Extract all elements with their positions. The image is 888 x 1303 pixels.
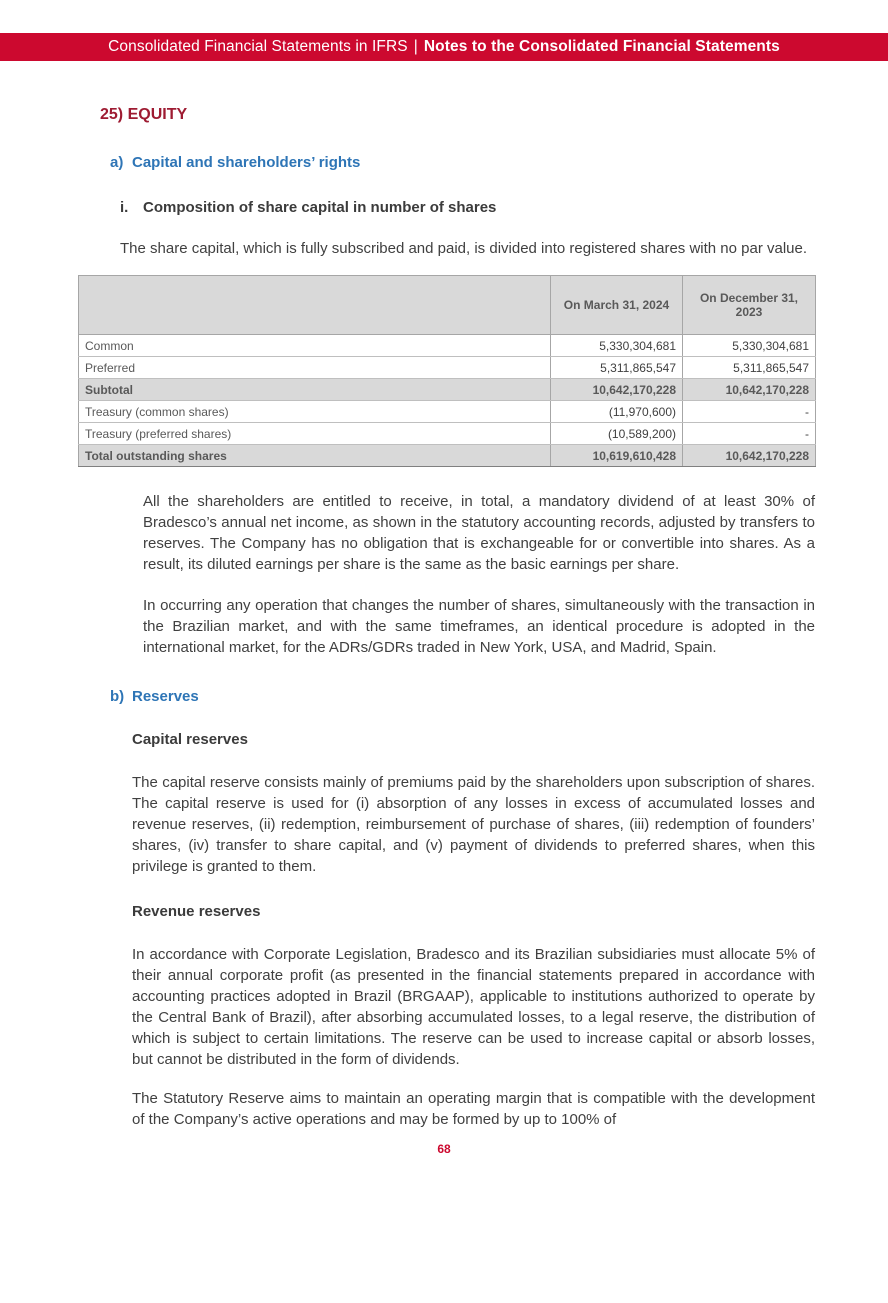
value-2023: - <box>683 401 816 423</box>
document-body <box>0 106 888 1130</box>
dividends-paragraph: All the shareholders are entitled to receive, in total, a mandatory dividend of at least 30% of Bradesco’s annual net income, as shown in the statutory accounting records, adjusted by transfers to reserves. The Company has no obligation that is exchangeable for or convertible into shares. As a result, its diluted earnings per share is the same as the basic earnings per share. <box>143 493 815 573</box>
value-2023: 5,330,304,681 <box>683 335 816 357</box>
section-heading: 25) EQUITY <box>100 106 188 123</box>
item-i-label: Composition of share capital in number of shares <box>143 199 497 216</box>
banner-title-right: Notes to the Consolidated Financial Statements <box>423 38 780 55</box>
value-2023: - <box>683 423 816 445</box>
table-row-total <box>79 445 816 467</box>
capital-reserves-paragraph: The capital reserve consists mainly of premiums paid by the shareholders upon subscription of shares. The capital reserve is used for (i) absorption of any losses in excess of accumulated losses and revenue reserves, (ii) redemption, reimbursement of purchase of shares, (iii) redemption of founders’ shares, (iv) transfer to share capital, and (v) payment of dividends to preferred shares, when this privilege is granted to them. <box>132 774 815 875</box>
row-label: Preferred <box>79 357 551 379</box>
value-2024: 10,642,170,228 <box>551 379 683 401</box>
banner-separator: | <box>413 38 418 55</box>
intro-paragraph: The share capital, which is fully subscribed and paid, is divided into registered shares with no par value. <box>120 240 808 257</box>
share-capital-table <box>78 275 816 467</box>
page-footer <box>0 1142 888 1156</box>
revenue-reserves-paragraph-2: The Statutory Reserve aims to maintain an operating margin that is compatible with the development of the Company’s active operations and may be formed by up to 100% of <box>132 1090 815 1128</box>
subsection-b-label: Reserves <box>132 688 199 705</box>
adr-paragraph: In occurring any operation that changes the number of shares, simultaneously with the transaction in the Brazilian market, and with the same timeframes, an identical procedure is adopted in the international market, for the ADRs/GDRs traded in New York, USA, and Madrid, Spain. <box>143 597 815 656</box>
table-header-row <box>79 276 816 335</box>
header-banner <box>0 33 888 61</box>
row-label: Treasury (common shares) <box>79 401 551 423</box>
table-row-subtotal <box>79 379 816 401</box>
column-header-december-2023: On December 31, 2023 <box>683 276 816 335</box>
item-i-heading <box>120 199 815 216</box>
value-2023: 10,642,170,228 <box>683 445 816 467</box>
revenue-reserves-heading: Revenue reserves <box>132 903 261 920</box>
subsection-a-label: Capital and shareholders’ rights <box>132 154 361 171</box>
subsection-b-prefix: b) <box>110 688 125 705</box>
item-i-prefix: i. <box>120 199 129 216</box>
revenue-reserves-paragraph-1: In accordance with Corporate Legislation, Bradesco and its Brazilian subsidiaries must allocate 5% of their annual corporate profit (as presented in the financial statements prepared in accordance with accounting practices adopted in Brazil (BRGAAP), applicable to institutions authorized to operate by the Central Bank of Brazil), after absorbing accumulated losses, to a legal reserve, the distribution of which is subject to certain limitations. The reserve can be used to increase capital or absorb losses, but cannot be distributed in the form of dividends. <box>132 946 815 1068</box>
capital-reserves-heading: Capital reserves <box>132 731 248 748</box>
value-2024: (11,970,600) <box>551 401 683 423</box>
value-2024: (10,589,200) <box>551 423 683 445</box>
subsection-a-prefix: a) <box>110 154 124 171</box>
value-2024: 5,311,865,547 <box>551 357 683 379</box>
row-label: Total outstanding shares <box>79 445 551 467</box>
table-row <box>79 335 816 357</box>
column-header-blank <box>79 276 551 335</box>
value-2023: 10,642,170,228 <box>683 379 816 401</box>
page-number: 68 <box>437 1142 451 1156</box>
subsection-a-heading <box>110 154 815 171</box>
row-label: Treasury (preferred shares) <box>79 423 551 445</box>
value-2023: 5,311,865,547 <box>683 357 816 379</box>
value-2024: 5,330,304,681 <box>551 335 683 357</box>
table-row <box>79 401 816 423</box>
value-2024: 10,619,610,428 <box>551 445 683 467</box>
row-label: Subtotal <box>79 379 551 401</box>
row-label: Common <box>79 335 551 357</box>
table-row <box>79 423 816 445</box>
subsection-b-heading <box>110 688 815 705</box>
banner-title-left: Consolidated Financial Statements in IFRS <box>108 38 408 55</box>
table-row <box>79 357 816 379</box>
column-header-march-2024: On March 31, 2024 <box>551 276 683 335</box>
